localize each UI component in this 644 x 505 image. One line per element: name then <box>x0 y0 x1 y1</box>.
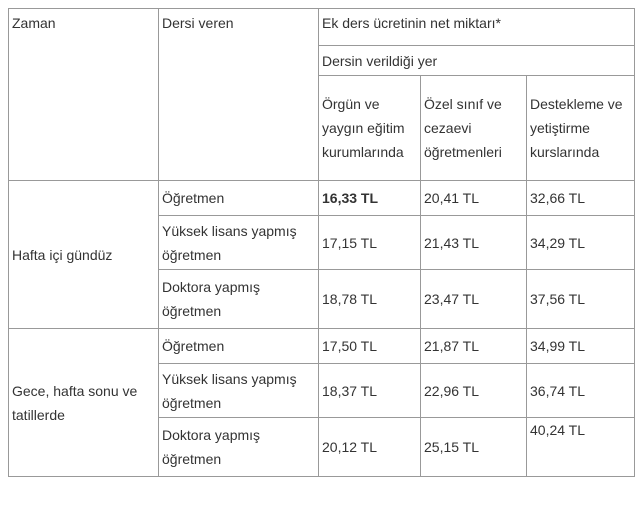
fee-cell: 20,41 TL <box>421 181 527 216</box>
header-time: Zaman <box>9 9 159 181</box>
fee-cell: 18,78 TL <box>319 270 421 329</box>
header-special: Özel sınıf ve cezaevi öğretmenleri <box>421 76 527 181</box>
teacher-cell: Doktora yapmış öğretmen <box>159 270 319 329</box>
fee-cell: 17,15 TL <box>319 216 421 270</box>
teacher-cell: Yüksek lisans yapmış öğretmen <box>159 364 319 418</box>
fee-cell: 34,99 TL <box>527 329 635 364</box>
fee-cell: 36,74 TL <box>527 364 635 418</box>
fee-cell: 40,24 TL <box>527 418 635 477</box>
fee-cell: 21,87 TL <box>421 329 527 364</box>
fee-cell: 17,50 TL <box>319 329 421 364</box>
fee-table <box>8 8 635 477</box>
teacher-cell: Doktora yapmış öğretmen <box>159 418 319 477</box>
fee-cell: 23,47 TL <box>421 270 527 329</box>
fee-cell: 21,43 TL <box>421 216 527 270</box>
fee-cell: 22,96 TL <box>421 364 527 418</box>
fee-cell: 32,66 TL <box>527 181 635 216</box>
fee-cell: 34,29 TL <box>527 216 635 270</box>
fee-cell: 25,15 TL <box>421 418 527 477</box>
fee-cell: 20,12 TL <box>319 418 421 477</box>
time-cell: Gece, hafta sonu ve tatillerde <box>9 329 159 477</box>
fee-cell: 16,33 TL <box>319 181 421 216</box>
header-location: Dersin verildiği yer <box>319 46 635 76</box>
header-formal: Örgün ve yaygın eğitim kurumlarında <box>319 76 421 181</box>
teacher-cell: Yüksek lisans yapmış öğretmen <box>159 216 319 270</box>
fee-cell: 37,56 TL <box>527 270 635 329</box>
header-support: Destekleme ve yetiştirme kurslarında <box>527 76 635 181</box>
teacher-cell: Öğretmen <box>159 181 319 216</box>
table-row <box>9 181 635 216</box>
time-cell: Hafta içi gündüz <box>9 181 159 329</box>
table-row <box>9 329 635 364</box>
header-teacher: Dersi veren <box>159 9 319 181</box>
header-row <box>9 9 635 46</box>
header-net-amount: Ek ders ücretinin net miktarı* <box>319 9 635 46</box>
fee-cell: 18,37 TL <box>319 364 421 418</box>
teacher-cell: Öğretmen <box>159 329 319 364</box>
